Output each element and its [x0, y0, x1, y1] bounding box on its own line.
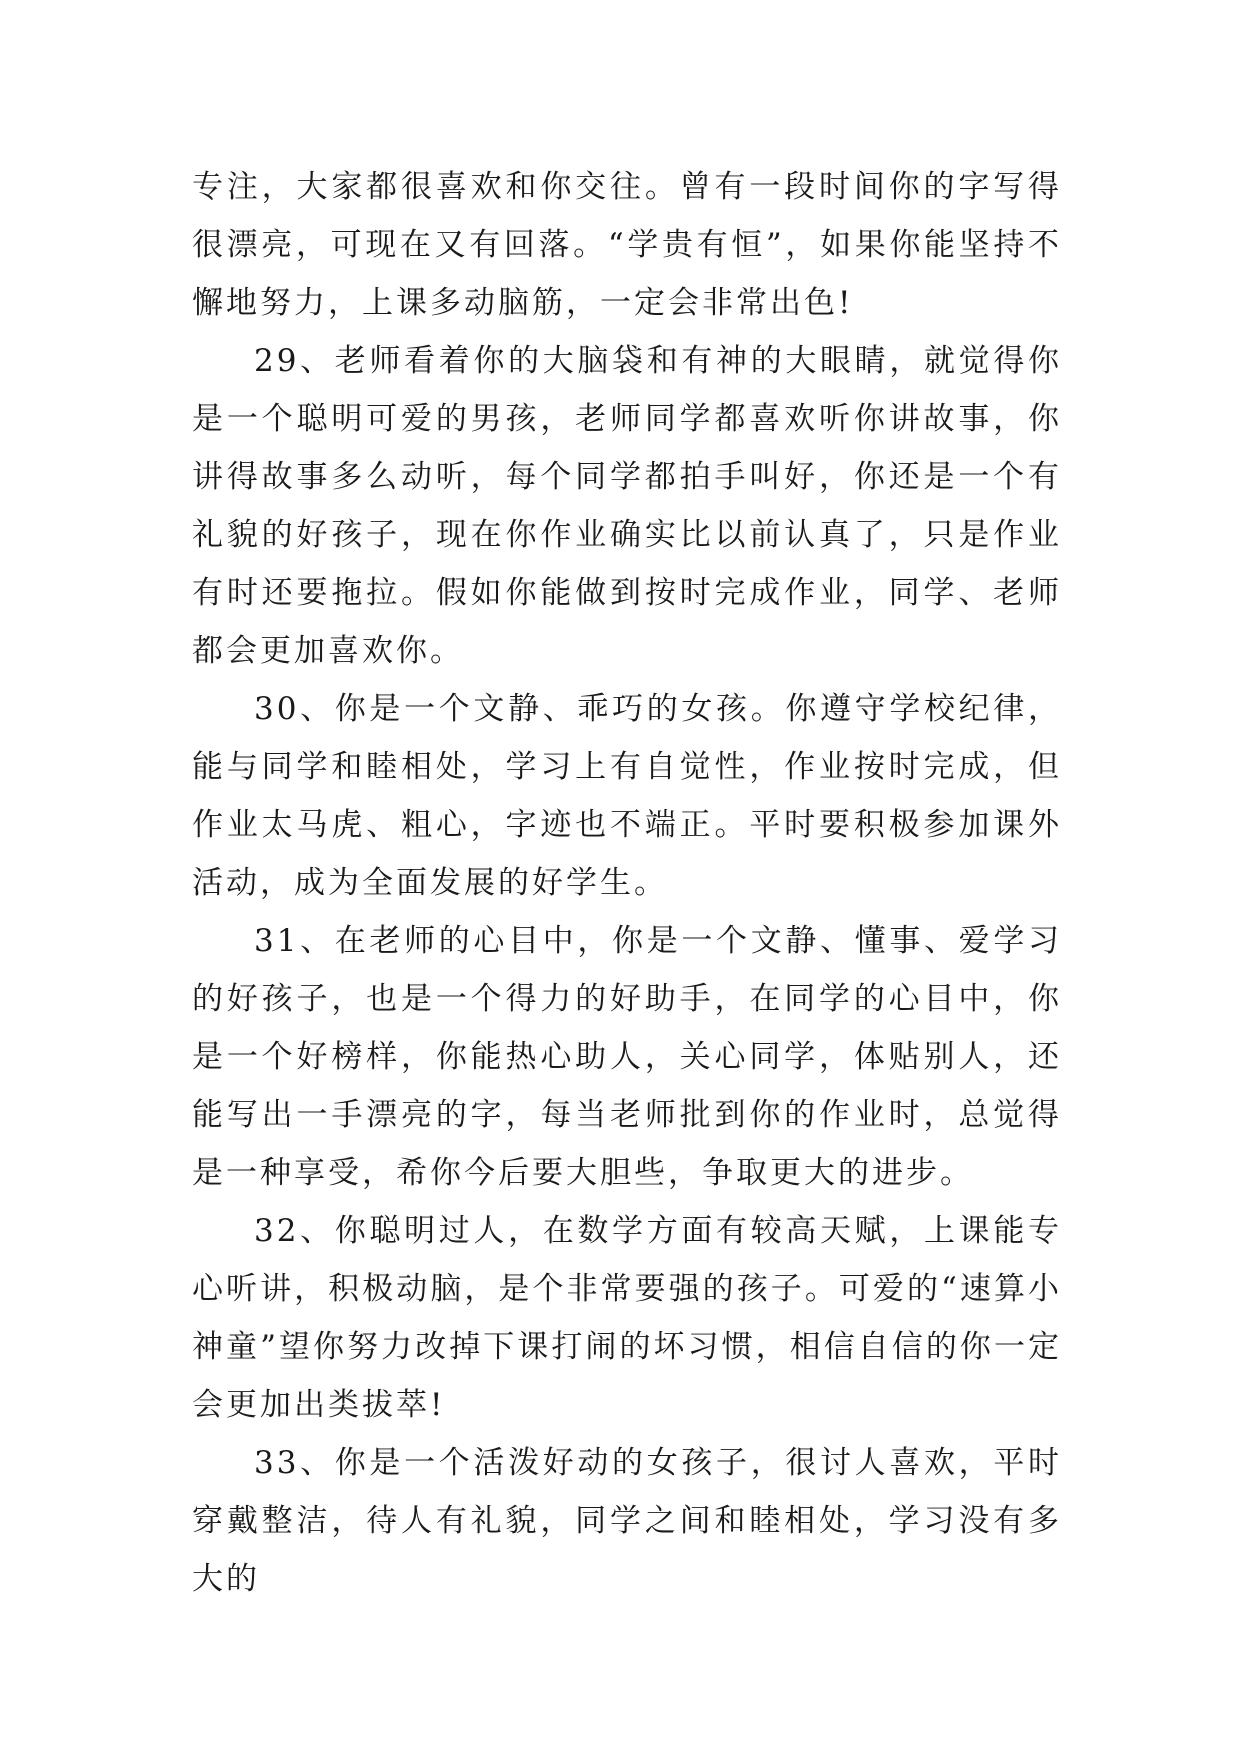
paragraph-32: 32、你聪明过人，在数学方面有较高天赋，上课能专心听讲，积极动脑，是个非常要强的孩子。可爱的“速算小神童”望你努力改掉下课打闹的坏习惯，相信自信的你一定会更加出类拔萃! — [192, 1213, 1062, 1423]
document-body — [192, 158, 1062, 1608]
paragraph-29: 29、老师看着你的大脑袋和有神的大眼睛，就觉得你是一个聪明可爱的男孩，老师同学都喜欢听你讲故事，你讲得故事多么动听，每个同学都拍手叫好，你还是一个有礼貌的好孩子，现在你作业确实比以前认真了，只是作业有时还要拖拉。假如你能做到按时完成作业，同学、老师都会更加喜欢你。 — [192, 343, 1062, 669]
paragraph-31: 31、在老师的心目中，你是一个文静、懂事、爱学习的好孩子，也是一个得力的好助手，在同学的心目中，你是一个好榜样，你能热心助人，关心同学，体贴别人，还能写出一手漂亮的字，每当老师批到你的作业时，总觉得是一种享受，希你今后要大胆些，争取更大的进步。 — [192, 923, 1062, 1191]
paragraph-continuation: 专注，大家都很喜欢和你交往。曾有一段时间你的字写得很漂亮，可现在又有回落。“学贵有恒”，如果你能坚持不懈地努力，上课多动脑筋，一定会非常出色! — [192, 169, 1062, 321]
paragraph-33: 33、你是一个活泼好动的女孩子，很讨人喜欢，平时穿戴整洁，待人有礼貌，同学之间和睦相处，学习没有多大的 — [192, 1445, 1062, 1597]
paragraph-30: 30、你是一个文静、乖巧的女孩。你遵守学校纪律，能与同学和睦相处，学习上有自觉性，作业按时完成，但作业太马虎、粗心，字迹也不端正。平时要积极参加课外活动，成为全面发展的好学生。 — [192, 691, 1062, 901]
